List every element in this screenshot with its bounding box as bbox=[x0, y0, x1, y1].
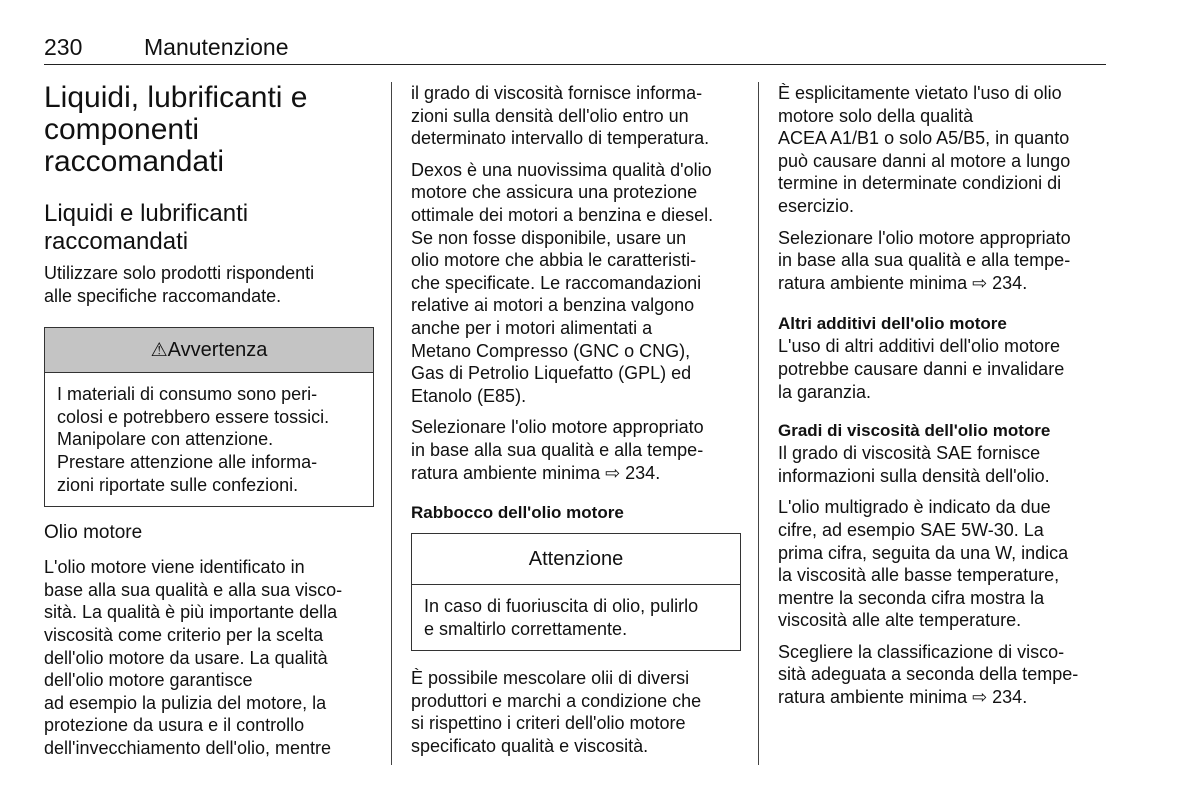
viscosity-heading: Gradi di viscosità dell'olio motore bbox=[778, 421, 1051, 441]
oil-heading: Olio motore bbox=[44, 522, 143, 544]
select-oil-paragraph: Selezionare l'olio motore appropriato in base alla sua qualità e alla tempe- ratura ambiente minima ⇨ 234. bbox=[778, 227, 1071, 293]
warning-text: I materiali di consumo sono peri- colosi e potrebbero essere tossici. Manipolare con attenzione. Prestare attenzione alle informa- zioni riportate sulle confezioni. bbox=[57, 384, 330, 495]
mixing-paragraph: È possibile mescolare olii di diversi produttori e marchi a condizione che si rispettino i criteri dell'olio motore specificato qualità e viscosità. bbox=[411, 668, 702, 757]
select-oil-paragraph: Selezionare l'olio motore appropriato in base alla sua qualità e alla tempe- ratura ambiente minima ⇨ 234. bbox=[411, 417, 704, 483]
column-2 bbox=[411, 82, 741, 770]
choose-viscosity-paragraph: Scegliere la classificazione di visco- sità adeguata a seconda della tempe- ratura ambiente minima ⇨ 234. bbox=[778, 641, 1079, 708]
subsection-heading: Liquidi e lubrificanti raccomandati bbox=[44, 200, 249, 255]
intro-paragraph: Utilizzare solo prodotti rispondenti alle specifiche raccomandate. bbox=[44, 263, 315, 306]
caution-title: Attenzione bbox=[528, 548, 624, 571]
caution-header bbox=[412, 534, 740, 585]
dexos-paragraph: Dexos è una nuovissima qualità d'olio motore che assicura una protezione ottimale dei motori a benzina e diesel. Se non fosse disponibile, usare un olio motore che abbia le caratteristi- che specificate. Le raccomandazioni relative ai motori a benzina valgono anche per i motori alimentati a Metano Compresso (GNC o CNG), Gas di Petrolio Liquefatto (GPL) ed Etanolo (E85). bbox=[411, 159, 714, 406]
warning-header bbox=[45, 328, 373, 373]
page-header bbox=[44, 34, 1106, 65]
column-divider bbox=[758, 82, 759, 765]
warning-triangle-icon: ⚠ bbox=[150, 340, 168, 362]
page-heading: Liquidi, lubrificanti e componenti raccomandati bbox=[44, 81, 308, 178]
section-title: Manutenzione bbox=[144, 34, 289, 60]
topup-heading: Rabbocco dell'olio motore bbox=[411, 503, 624, 523]
warning-box bbox=[44, 327, 374, 507]
warning-title: Avvertenza bbox=[167, 339, 268, 362]
oil-paragraph: L'olio motore viene identificato in base alla sua qualità e alla sua visco- sità. La qualità è più importante della viscosità come criterio per la scelta dell'olio motore da usare. La qualità dell'olio motore garantisce ad esempio la pulizia del motore, la protezione da usura e il controllo dell'invecchiamento dell'olio, mentre bbox=[44, 557, 343, 758]
multigrade-paragraph: L'olio multigrado è indicato da due cifre, ad esempio SAE 5W-30. La prima cifra, seguita da una W, indica la viscosità alle basse temperature, mentre la seconda cifra mostra la viscosità alle alte temperature. bbox=[778, 497, 1069, 631]
column-3 bbox=[778, 82, 1108, 721]
column-1 bbox=[44, 82, 374, 772]
column-divider bbox=[391, 82, 392, 765]
forbidden-oil-paragraph: È esplicitamente vietato l'uso di olio motore solo della qualità ACEA A1/B1 o solo A5/B5, in quanto può causare danni al motore a lungo termine in determinate condizioni di esercizio. bbox=[778, 83, 1071, 216]
additives-paragraph: L'uso di altri additivi dell'olio motore potrebbe causare danni e invalidare la garanzia. bbox=[778, 336, 1065, 402]
viscosity-paragraph: Il grado di viscosità SAE fornisce informazioni sulla densità dell'olio. bbox=[778, 443, 1050, 486]
viscosity-continued-paragraph: il grado di viscosità fornisce informa- zioni sulla densità dell'olio entro un determinato intervallo di temperatura. bbox=[411, 83, 710, 149]
page-number: 230 bbox=[44, 34, 83, 60]
additives-heading: Altri additivi dell'olio motore bbox=[778, 314, 1007, 334]
caution-text: In caso di fuoriuscita di olio, pulirlo e smaltirlo correttamente. bbox=[424, 596, 699, 639]
caution-box bbox=[411, 533, 741, 651]
